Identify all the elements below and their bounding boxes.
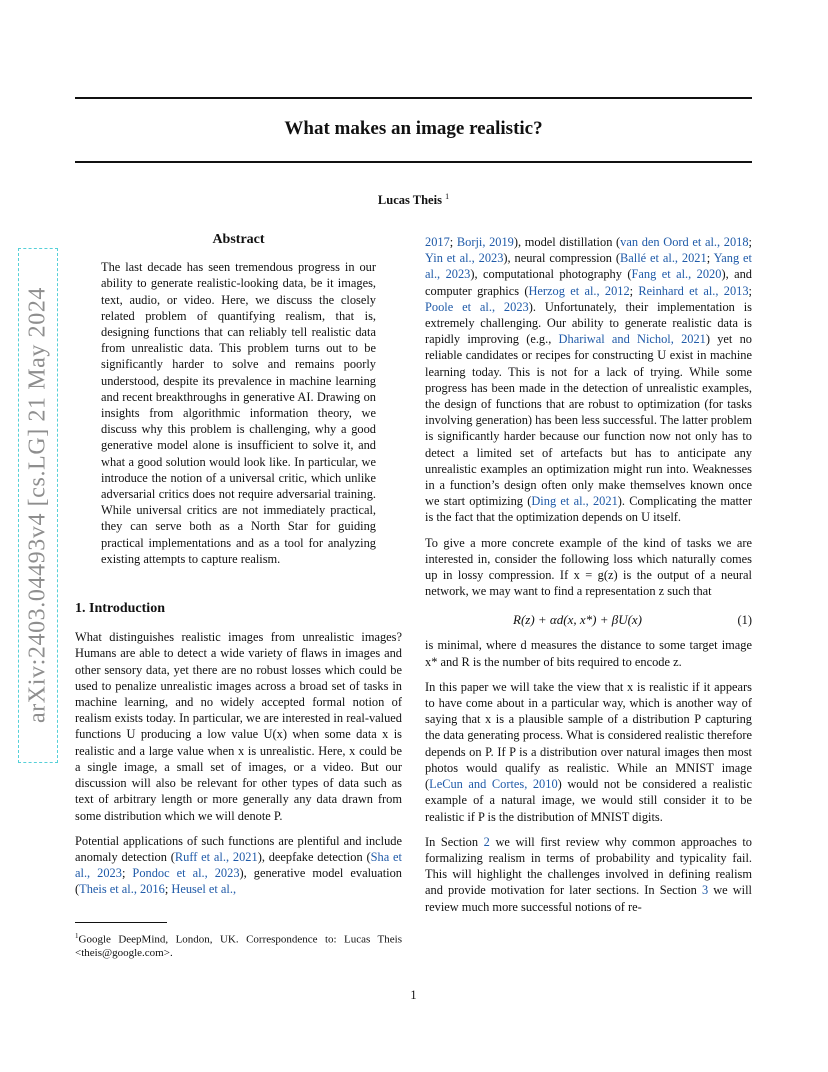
- text-run: ), generative model evaluation (: [75, 866, 402, 897]
- equation-body: R(z) + αd(x, x*) + βU(x): [513, 612, 643, 628]
- text-run: we will review much more successful notions of re-: [425, 883, 752, 914]
- citation-link[interactable]: Ballé et al., 2021: [620, 251, 707, 266]
- text-run: ), model distillation (: [513, 235, 621, 249]
- section-heading-introduction: 1. Introduction: [75, 601, 165, 617]
- citation-link[interactable]: Heusel et al.,: [171, 882, 237, 897]
- citation-link[interactable]: Ruff et al., 2021: [174, 849, 258, 864]
- citation-link[interactable]: Theis et al., 2016: [79, 882, 165, 897]
- text-run: ;: [121, 866, 133, 881]
- text-run: ), neural compression (: [503, 251, 621, 266]
- citation-link[interactable]: Yang et al., 2023: [425, 251, 752, 282]
- right-paragraph-4: [425, 679, 752, 825]
- arxiv-identifier: arXiv:2403.04493v4 [cs.LG] 21 May 2024: [24, 286, 51, 724]
- author-line: [75, 192, 752, 208]
- text-run: In this paper we will take the view that x is realistic if it appears to have come about in a particular way, which is another way of saying that x is a plausible sample of a distribution P capturing the data generating process. What is considered realistic therefore depends on P. If P is a distribution over natural images then most photos would qualify as realistic. While an MNIST image (: [425, 679, 752, 792]
- text-run: ), computational photography (: [470, 267, 632, 282]
- paper-title: What makes an image realistic?: [284, 118, 543, 139]
- citation-link[interactable]: van den Oord et al., 2018: [620, 235, 749, 249]
- text-run: ), and computer graphics (: [425, 267, 752, 298]
- text-run: ). Unfortunately, their implementation is extremely challenging. Our ability to generate realistic data is rapidly improving (e.g.,: [425, 299, 752, 347]
- citation-link[interactable]: Pondoc et al., 2023: [132, 866, 240, 881]
- author-name: Lucas Theis: [377, 193, 442, 208]
- footnote-text: Google DeepMind, London, UK. Correspondence to: Lucas Theis <theis@google.com>.: [75, 933, 402, 960]
- text-run: ) yet no reliable candidates or recipes for constructing U exist in machine learning today. This is not for a lack of trying. While some progress has been made in the detection of unrealistic examples, the design of functions that are robust to optimization (for tasks involving generation) has been less successful. The latter problem is significantly harder because our function now not only has to detect a limited set of artefacts but has to anticipate any unrealistic examples an optimization might run into. Weaknesses in a function’s design often only make themselves known once we start optimizing (: [425, 332, 752, 509]
- citation-link[interactable]: Ding et al., 2021: [531, 494, 618, 509]
- author-affiliation-mark: 1: [445, 192, 450, 201]
- arxiv-side-stamp[interactable]: [18, 248, 58, 763]
- text-run: ;: [164, 882, 172, 897]
- citation-link[interactable]: 2017: [425, 235, 450, 249]
- citation-link[interactable]: Reinhard et al., 2013: [638, 283, 749, 298]
- text-run: ;: [629, 283, 639, 298]
- text-run: ;: [449, 235, 457, 249]
- text-run: ) would not be considered a realistic example of a natural image, we would still consider it to be realistic if P is the distribution of MNIST digits.: [425, 777, 752, 824]
- right-paragraph-1: [425, 234, 752, 526]
- right-paragraph-2: To give a more concrete example of the kind of tasks we are interested in, consider the following loss which naturally comes up in lossy compression. If x = g(z) is the output of a neural network, we may want to find a representation z such that: [425, 535, 752, 599]
- citation-link[interactable]: Yin et al., 2023: [425, 251, 504, 266]
- equation-1: [425, 603, 752, 637]
- equation-number: (1): [737, 613, 752, 628]
- page-number: 1: [410, 988, 417, 1002]
- left-column: [75, 232, 402, 960]
- abstract-heading: Abstract: [212, 232, 265, 247]
- footnote-rule: [75, 922, 167, 923]
- text-run: ;: [706, 251, 714, 266]
- footnote: [75, 929, 402, 961]
- text-run: ). Complicating the matter is the fact that the optimization depends on U itself.: [425, 494, 752, 525]
- section-link[interactable]: 2: [483, 834, 490, 849]
- section-link[interactable]: 3: [701, 883, 709, 898]
- text-run: ), deepfake detection (: [257, 849, 371, 864]
- citation-link[interactable]: Poole et al., 2023: [425, 299, 529, 314]
- title-rule: [75, 161, 752, 163]
- abstract-text: The last decade has seen tremendous progress in our ability to generate realistic-looking data, be it images, text, audio, or video. Here, we discuss the closely related problem of quantifying realism, that is, designing functions that can reliably tell realistic data from unrealistic data. This problem turns out to be significantly harder to solve and remains poorly understood, despite its prevalence in machine learning and recent breakthroughs in generative AI. Drawing on insights from algorithmic information theory, we discuss why this problem is challenging, why a good generative model alone is insufficient to solve it, and what a good solution would look like. In particular, we introduce the notion of a universal critic, which unlike adversarial critics does not require adversarial training. While universal critics are not immediately practical, they can serve both as a North Star for guiding practical implementations and as a tool for analyzing existing attempts to capture realism.: [101, 260, 376, 566]
- citation-link[interactable]: Borji, 2019: [456, 235, 514, 249]
- citation-link[interactable]: Fang et al., 2020: [631, 267, 722, 282]
- citation-link[interactable]: Sha et al., 2023: [75, 849, 402, 881]
- citation-link[interactable]: Dhariwal and Nichol, 2021: [558, 332, 706, 347]
- text-run: In Section: [425, 834, 484, 849]
- right-column: [425, 234, 752, 915]
- intro-paragraph-2: [75, 833, 402, 898]
- citation-link[interactable]: Herzog et al., 2012: [528, 283, 630, 298]
- text-run: we will first review why common approaches to formalizing realism in terms of probability and typicality fail. This will highlight the challenges involved in defining realism and provide motivation for later sections. In Section: [425, 834, 752, 898]
- text-run: Potential applications of such functions are plentiful and include anomaly detection (: [75, 833, 402, 864]
- top-rule: [75, 97, 752, 99]
- text-run: ;: [748, 235, 752, 249]
- footnote-mark: 1: [75, 931, 79, 940]
- right-paragraph-5: [425, 834, 752, 915]
- right-paragraph-3: is minimal, where d measures the distance to some target image x* and R is the number of bits required to encode z.: [425, 638, 752, 669]
- citation-link[interactable]: LeCun and Cortes, 2010: [429, 777, 558, 792]
- text-run: ;: [748, 283, 752, 298]
- intro-paragraph-1: What distinguishes realistic images from unrealistic images? Humans are able to detect a wide variety of flaws in images and other sensory data, yet there are no robust losses which could be used to penalize unrealistic images across a broad set of tasks in machine learning, and no widely accepted formal notion of realism exists today. In particular, we are interested in real-valued functions U producing a low value U(x) when some data x is realistic and a large value when x is unrealistic. Here, x could be a single image, a small set of images, or a video. But our discussion will also be relevant for other types of data such as text of arbitrary length or more generally any data drawn from some distribution which we will denote P.: [75, 630, 402, 823]
